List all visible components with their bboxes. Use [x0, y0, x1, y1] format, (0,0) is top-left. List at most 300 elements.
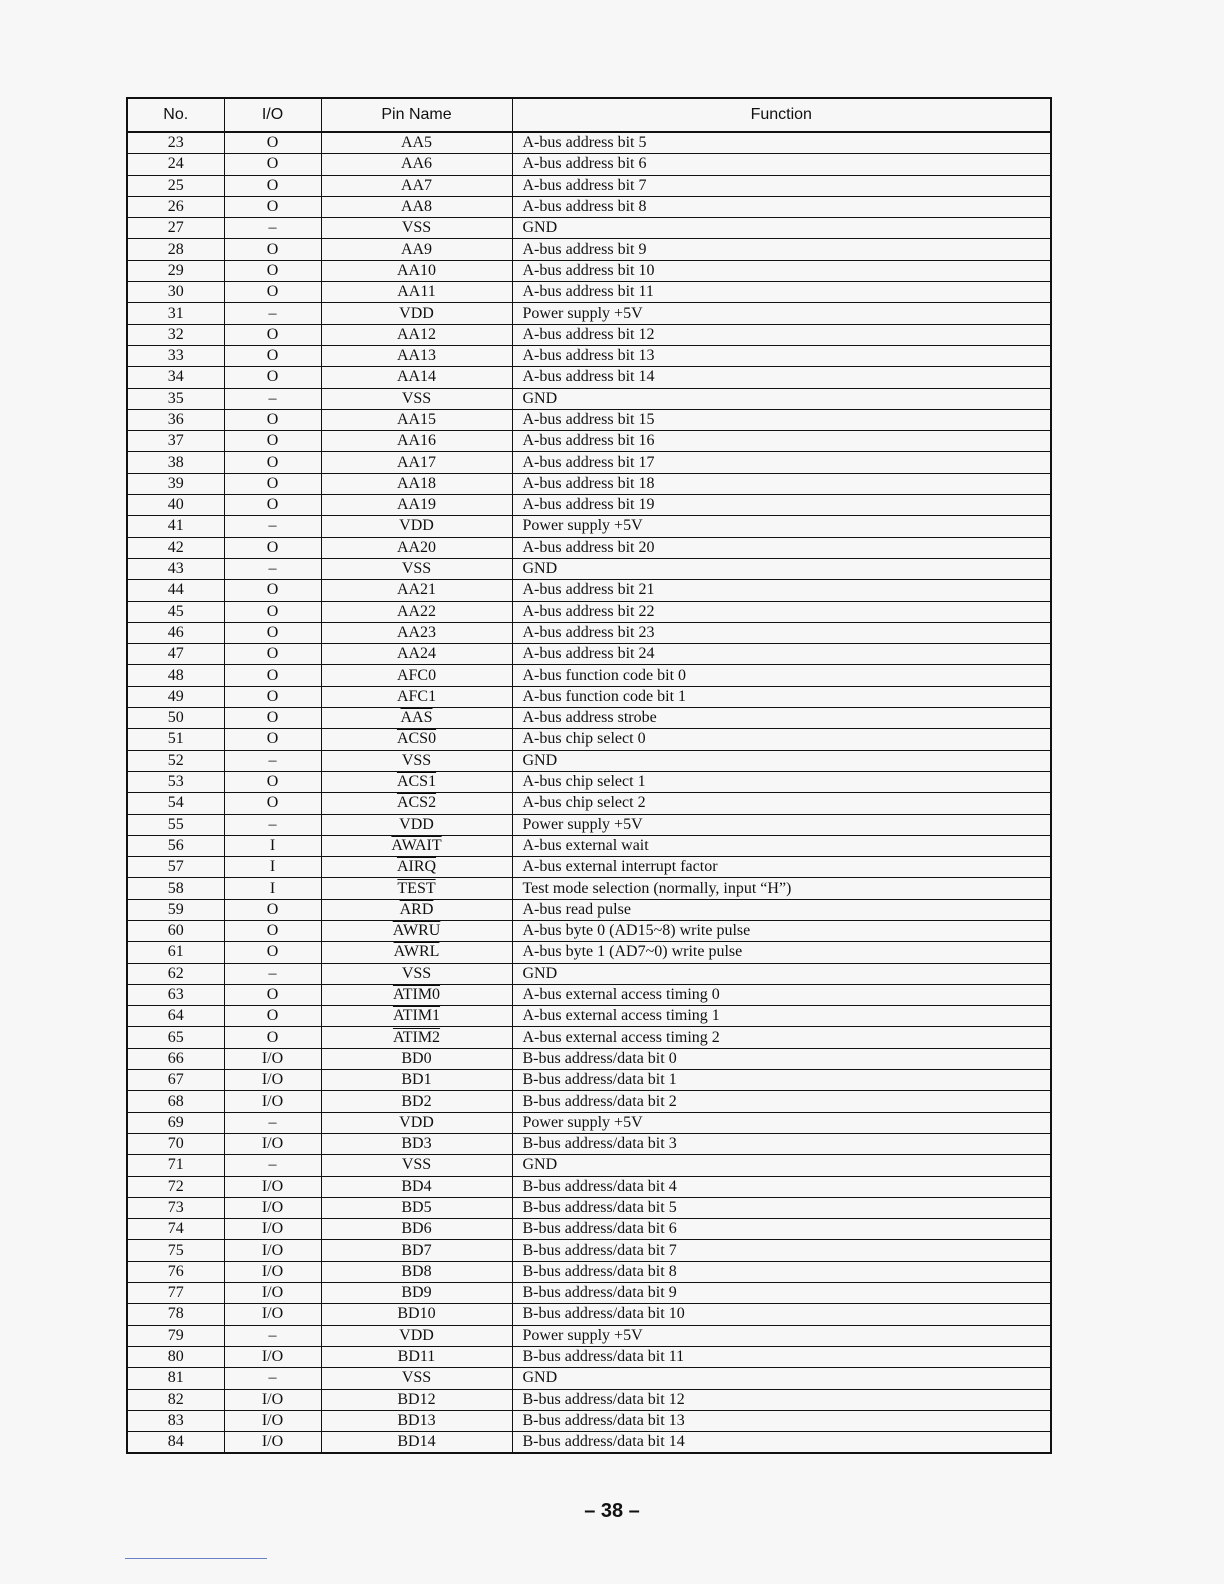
function-cell: Power supply +5V	[512, 516, 1051, 537]
pin-number-cell: 39	[127, 473, 224, 494]
pin-number-cell: 74	[127, 1219, 224, 1240]
io-cell: O	[224, 580, 321, 601]
pin-name-text: AA22	[396, 602, 437, 620]
header-function: Function	[512, 98, 1051, 132]
io-cell: O	[224, 771, 321, 792]
function-cell: A-bus address bit 19	[512, 495, 1051, 516]
function-cell: B-bus address/data bit 8	[512, 1261, 1051, 1282]
pin-number-cell: 33	[127, 345, 224, 366]
pin-name-text: AA9	[400, 240, 433, 258]
function-cell: B-bus address/data bit 0	[512, 1048, 1051, 1069]
function-cell: GND	[512, 388, 1051, 409]
pin-function-table	[126, 97, 1052, 1454]
pin-number-cell: 49	[127, 686, 224, 707]
function-cell: B-bus address/data bit 4	[512, 1176, 1051, 1197]
pin-number-cell: 23	[127, 132, 224, 154]
pin-name-cell	[321, 1027, 512, 1048]
table-row	[127, 367, 1051, 388]
pin-number-cell: 35	[127, 388, 224, 409]
pin-number-cell: 46	[127, 622, 224, 643]
pin-number-cell: 30	[127, 282, 224, 303]
pin-name-cell	[321, 899, 512, 920]
pin-name-cell	[321, 303, 512, 324]
function-cell: A-bus function code bit 1	[512, 686, 1051, 707]
io-cell: O	[224, 729, 321, 750]
pin-number-cell: 76	[127, 1261, 224, 1282]
pin-number-cell: 25	[127, 175, 224, 196]
pin-name-cell	[321, 793, 512, 814]
pin-name-cell	[321, 132, 512, 154]
io-cell: I	[224, 835, 321, 856]
io-cell: O	[224, 175, 321, 196]
function-cell: A-bus address bit 16	[512, 431, 1051, 452]
pin-number-cell: 27	[127, 218, 224, 239]
pin-name-cell	[321, 431, 512, 452]
io-cell: I/O	[224, 1048, 321, 1069]
table-row	[127, 601, 1051, 622]
function-cell: A-bus address bit 6	[512, 154, 1051, 175]
pin-name-text: VSS	[401, 560, 432, 578]
pin-name-text: AFC1	[396, 687, 437, 705]
io-cell: –	[224, 963, 321, 984]
io-cell: I/O	[224, 1304, 321, 1325]
function-cell: A-bus address bit 7	[512, 175, 1051, 196]
pin-number-cell: 34	[127, 367, 224, 388]
function-cell: A-bus address strobe	[512, 708, 1051, 729]
io-cell: I/O	[224, 1283, 321, 1304]
table-row	[127, 942, 1051, 963]
pin-name-cell	[321, 1197, 512, 1218]
pin-name-text: AA15	[396, 411, 437, 428]
function-cell: A-bus chip select 0	[512, 729, 1051, 750]
io-cell: O	[224, 920, 321, 941]
pin-name-text: BD14	[397, 1433, 436, 1451]
pin-name-text: AA5	[400, 134, 433, 152]
io-cell: I/O	[224, 1219, 321, 1240]
io-cell: O	[224, 282, 321, 303]
pin-number-cell: 38	[127, 452, 224, 473]
function-cell: A-bus address bit 15	[512, 409, 1051, 430]
pin-name-text: VSS	[401, 1369, 432, 1387]
pin-name-cell	[321, 601, 512, 622]
pin-number-cell: 29	[127, 260, 224, 281]
pin-name-cell	[321, 1410, 512, 1431]
pin-number-cell: 69	[127, 1112, 224, 1133]
pin-name-text: VDD	[399, 1113, 434, 1131]
pin-name-text: AA14	[396, 368, 437, 386]
function-cell: A-bus address bit 9	[512, 239, 1051, 260]
table-row	[127, 793, 1051, 814]
pin-name-text: AA13	[396, 347, 437, 365]
function-cell: A-bus address bit 21	[512, 580, 1051, 601]
function-cell: B-bus address/data bit 9	[512, 1283, 1051, 1304]
pin-name-text: TEST	[397, 879, 436, 897]
pin-number-cell: 47	[127, 644, 224, 665]
function-cell: A-bus address bit 24	[512, 644, 1051, 665]
function-cell: B-bus address/data bit 1	[512, 1070, 1051, 1091]
pin-name-text: AA11	[397, 283, 436, 301]
pin-name-text: VSS	[401, 389, 432, 407]
pin-name-cell	[321, 644, 512, 665]
table-row	[127, 644, 1051, 665]
pin-name-cell	[321, 239, 512, 260]
io-cell: I/O	[224, 1240, 321, 1261]
pin-name-cell	[321, 1261, 512, 1282]
pin-name-cell	[321, 686, 512, 707]
table-row	[127, 622, 1051, 643]
table-row	[127, 984, 1051, 1005]
table-row	[127, 196, 1051, 217]
pin-name-cell	[321, 708, 512, 729]
io-cell: –	[224, 814, 321, 835]
io-cell: –	[224, 558, 321, 579]
table-row	[127, 580, 1051, 601]
pin-number-cell: 55	[127, 814, 224, 835]
pin-number-cell: 81	[127, 1368, 224, 1389]
pin-name-text: ACS1	[396, 773, 437, 791]
io-cell: O	[224, 942, 321, 963]
io-cell: O	[224, 665, 321, 686]
pin-number-cell: 28	[127, 239, 224, 260]
pin-number-cell: 71	[127, 1155, 224, 1176]
function-cell: A-bus address bit 11	[512, 282, 1051, 303]
function-cell: A-bus byte 1 (AD7~0) write pulse	[512, 942, 1051, 963]
pin-name-text: BD1	[401, 1071, 432, 1089]
table-row	[127, 1283, 1051, 1304]
function-cell: A-bus external access timing 2	[512, 1027, 1051, 1048]
function-cell: B-bus address/data bit 3	[512, 1133, 1051, 1154]
pin-name-cell	[321, 473, 512, 494]
io-cell: O	[224, 473, 321, 494]
pin-number-cell: 42	[127, 537, 224, 558]
function-cell: GND	[512, 750, 1051, 771]
pin-name-text: BD9	[401, 1284, 432, 1302]
io-cell: O	[224, 899, 321, 920]
pin-number-cell: 72	[127, 1176, 224, 1197]
pin-number-cell: 78	[127, 1304, 224, 1325]
pin-name-text: AA16	[396, 432, 437, 450]
function-cell: B-bus address/data bit 5	[512, 1197, 1051, 1218]
header-row	[127, 98, 1051, 132]
pin-number-cell: 31	[127, 303, 224, 324]
pin-name-cell	[321, 218, 512, 239]
table-row	[127, 1219, 1051, 1240]
io-cell: I	[224, 878, 321, 899]
function-cell: Test mode selection (normally, input “H”)	[512, 878, 1051, 899]
io-cell: I/O	[224, 1346, 321, 1367]
pin-name-cell	[321, 878, 512, 899]
pin-number-cell: 37	[127, 431, 224, 452]
pin-number-cell: 43	[127, 558, 224, 579]
pin-name-cell	[321, 537, 512, 558]
io-cell: I/O	[224, 1197, 321, 1218]
table-row	[127, 1027, 1051, 1048]
pin-name-cell	[321, 196, 512, 217]
pin-name-text: BD3	[401, 1135, 432, 1153]
pin-name-cell	[321, 367, 512, 388]
table-row	[127, 1346, 1051, 1367]
pin-name-cell	[321, 920, 512, 941]
pin-name-cell	[321, 154, 512, 175]
function-cell: B-bus address/data bit 2	[512, 1091, 1051, 1112]
pin-name-cell	[321, 771, 512, 792]
pin-name-text: BD0	[401, 1049, 432, 1067]
pin-name-text: BD11	[397, 1348, 436, 1366]
io-cell: O	[224, 1027, 321, 1048]
pin-name-text: AA12	[396, 325, 437, 343]
pin-number-cell: 51	[127, 729, 224, 750]
io-cell: –	[224, 750, 321, 771]
table-row	[127, 750, 1051, 771]
io-cell: I/O	[224, 1410, 321, 1431]
function-cell: A-bus read pulse	[512, 899, 1051, 920]
pin-name-text: VDD	[399, 304, 434, 322]
pin-number-cell: 59	[127, 899, 224, 920]
pin-name-text: BD10	[397, 1305, 436, 1323]
pin-name-cell	[321, 1155, 512, 1176]
function-cell: A-bus external wait	[512, 835, 1051, 856]
pin-name-cell	[321, 1240, 512, 1261]
pin-name-text: AA20	[396, 538, 437, 556]
pin-number-cell: 32	[127, 324, 224, 345]
io-cell: O	[224, 708, 321, 729]
io-cell: O	[224, 324, 321, 345]
pin-number-cell: 64	[127, 1006, 224, 1027]
pin-number-cell: 80	[127, 1346, 224, 1367]
pin-number-cell: 58	[127, 878, 224, 899]
pin-number-cell: 62	[127, 963, 224, 984]
pin-name-text: $\overline{AAS}$	[400, 709, 433, 727]
function-cell: Power supply +5V	[512, 814, 1051, 835]
pin-name-text: AA18	[396, 474, 437, 492]
pin-name-text: AIRQ	[396, 858, 437, 876]
pin-name-cell	[321, 1304, 512, 1325]
pin-number-cell: 53	[127, 771, 224, 792]
pin-name-text: VSS	[401, 751, 432, 769]
table-row	[127, 175, 1051, 196]
pin-number-cell: 52	[127, 750, 224, 771]
io-cell: I/O	[224, 1432, 321, 1454]
table-row	[127, 899, 1051, 920]
header-pin-name: Pin Name	[321, 98, 512, 132]
pin-name-cell	[321, 260, 512, 281]
pin-name-cell	[321, 942, 512, 963]
pin-number-cell: 50	[127, 708, 224, 729]
pin-name-cell	[321, 1133, 512, 1154]
io-cell: I/O	[224, 1389, 321, 1410]
pin-name-cell	[321, 1389, 512, 1410]
table-row	[127, 1304, 1051, 1325]
function-cell: B-bus address/data bit 13	[512, 1410, 1051, 1431]
table-row	[127, 1155, 1051, 1176]
table-row	[127, 729, 1051, 750]
table-row	[127, 771, 1051, 792]
io-cell: O	[224, 260, 321, 281]
pin-name-text: VDD	[399, 517, 434, 535]
pin-name-text: $\overline{ARD}$	[399, 900, 434, 918]
io-cell: –	[224, 303, 321, 324]
function-cell: A-bus address bit 23	[512, 622, 1051, 643]
table-row	[127, 1197, 1051, 1218]
function-cell: A-bus byte 0 (AD15~8) write pulse	[512, 920, 1051, 941]
pin-name-cell	[321, 857, 512, 878]
pin-name-cell	[321, 580, 512, 601]
table-header	[127, 98, 1051, 132]
io-cell: O	[224, 452, 321, 473]
pin-name-text: AA10	[396, 261, 437, 279]
io-cell: O	[224, 622, 321, 643]
function-cell: A-bus address bit 20	[512, 537, 1051, 558]
pin-name-cell	[321, 1112, 512, 1133]
pin-number-cell: 61	[127, 942, 224, 963]
function-cell: Power supply +5V	[512, 303, 1051, 324]
function-cell: GND	[512, 218, 1051, 239]
pin-name-text: BD2	[401, 1092, 432, 1110]
pin-name-cell	[321, 409, 512, 430]
io-cell: O	[224, 984, 321, 1005]
table-row	[127, 516, 1051, 537]
table-row	[127, 495, 1051, 516]
function-cell: A-bus external interrupt factor	[512, 857, 1051, 878]
pin-name-text: VSS	[401, 964, 432, 982]
pin-number-cell: 41	[127, 516, 224, 537]
pin-name-text: AA8	[400, 198, 433, 216]
pin-name-text: AA19	[396, 496, 437, 514]
pin-name-text: BD8	[401, 1262, 432, 1280]
pin-name-cell	[321, 1283, 512, 1304]
pin-name-text: AWRL	[393, 943, 440, 961]
pin-number-cell: 24	[127, 154, 224, 175]
table-row	[127, 686, 1051, 707]
pin-number-cell: 26	[127, 196, 224, 217]
pin-name-text: ATIM2	[392, 1028, 441, 1046]
pin-number-cell: 67	[127, 1070, 224, 1091]
header-io: I/O	[224, 98, 321, 132]
function-cell: Power supply +5V	[512, 1112, 1051, 1133]
table-row	[127, 409, 1051, 430]
io-cell: –	[224, 218, 321, 239]
io-cell: I	[224, 857, 321, 878]
function-cell: A-bus address bit 18	[512, 473, 1051, 494]
pin-name-cell	[321, 814, 512, 835]
pin-number-cell: 57	[127, 857, 224, 878]
pin-name-text: ACS0	[396, 730, 437, 748]
table-row	[127, 1048, 1051, 1069]
pin-name-cell	[321, 1432, 512, 1454]
table-row	[127, 963, 1051, 984]
pin-number-cell: 60	[127, 920, 224, 941]
table-row	[127, 835, 1051, 856]
pin-name-cell	[321, 1325, 512, 1346]
pin-name-cell	[321, 1219, 512, 1240]
pin-name-text: AWAIT	[391, 836, 442, 854]
table-row	[127, 878, 1051, 899]
table-row	[127, 1176, 1051, 1197]
pin-name-text: VSS	[401, 219, 432, 237]
pin-number-cell: 82	[127, 1389, 224, 1410]
io-cell: O	[224, 644, 321, 665]
table-row	[127, 1006, 1051, 1027]
pin-number-cell: 83	[127, 1410, 224, 1431]
table-row	[127, 665, 1051, 686]
pin-number-cell: 77	[127, 1283, 224, 1304]
table-row	[127, 1240, 1051, 1261]
pin-name-text: ACS2	[396, 794, 437, 812]
pin-name-text: AA24	[396, 645, 437, 663]
pin-number-cell: 84	[127, 1432, 224, 1454]
pin-name-text: AWRU	[392, 922, 441, 940]
table-row	[127, 473, 1051, 494]
function-cell: B-bus address/data bit 14	[512, 1432, 1051, 1454]
table-row	[127, 1133, 1051, 1154]
function-cell: A-bus address bit 10	[512, 260, 1051, 281]
pin-name-cell	[321, 495, 512, 516]
io-cell: –	[224, 1112, 321, 1133]
function-cell: A-bus address bit 17	[512, 452, 1051, 473]
io-cell: O	[224, 537, 321, 558]
function-cell: B-bus address/data bit 10	[512, 1304, 1051, 1325]
table-row	[127, 260, 1051, 281]
io-cell: O	[224, 132, 321, 154]
pin-name-cell	[321, 1346, 512, 1367]
pin-number-cell: 56	[127, 835, 224, 856]
pin-name-text: AA7	[400, 176, 433, 194]
pin-name-cell	[321, 750, 512, 771]
function-cell: GND	[512, 1155, 1051, 1176]
table-row	[127, 431, 1051, 452]
pin-number-cell: 79	[127, 1325, 224, 1346]
pin-name-text: AA17	[396, 453, 437, 471]
table-row	[127, 537, 1051, 558]
pin-number-cell: 63	[127, 984, 224, 1005]
pin-name-cell	[321, 1091, 512, 1112]
pin-name-cell	[321, 984, 512, 1005]
pin-name-cell	[321, 452, 512, 473]
table-row	[127, 1091, 1051, 1112]
table-row	[127, 452, 1051, 473]
pin-name-cell	[321, 324, 512, 345]
pin-number-cell: 73	[127, 1197, 224, 1218]
pin-number-cell: 48	[127, 665, 224, 686]
table-row	[127, 1070, 1051, 1091]
io-cell: O	[224, 154, 321, 175]
pin-name-cell	[321, 1176, 512, 1197]
function-cell: B-bus address/data bit 6	[512, 1219, 1051, 1240]
pin-name-cell	[321, 963, 512, 984]
io-cell: –	[224, 1325, 321, 1346]
function-cell: GND	[512, 963, 1051, 984]
io-cell: O	[224, 495, 321, 516]
function-cell: A-bus address bit 5	[512, 132, 1051, 154]
table-row	[127, 239, 1051, 260]
table-row	[127, 132, 1051, 154]
function-cell: A-bus chip select 1	[512, 771, 1051, 792]
function-cell: GND	[512, 558, 1051, 579]
pin-name-cell	[321, 622, 512, 643]
table-row	[127, 814, 1051, 835]
pin-number-cell: 36	[127, 409, 224, 430]
function-cell: B-bus address/data bit 11	[512, 1346, 1051, 1367]
pin-name-cell	[321, 1368, 512, 1389]
io-cell: I/O	[224, 1091, 321, 1112]
function-cell: A-bus external access timing 0	[512, 984, 1051, 1005]
pin-name-text: VSS	[401, 1156, 432, 1174]
io-cell: O	[224, 601, 321, 622]
pin-number-cell: 68	[127, 1091, 224, 1112]
table-body	[127, 132, 1051, 1453]
io-cell: –	[224, 1368, 321, 1389]
pin-name-text: BD6	[401, 1220, 432, 1238]
